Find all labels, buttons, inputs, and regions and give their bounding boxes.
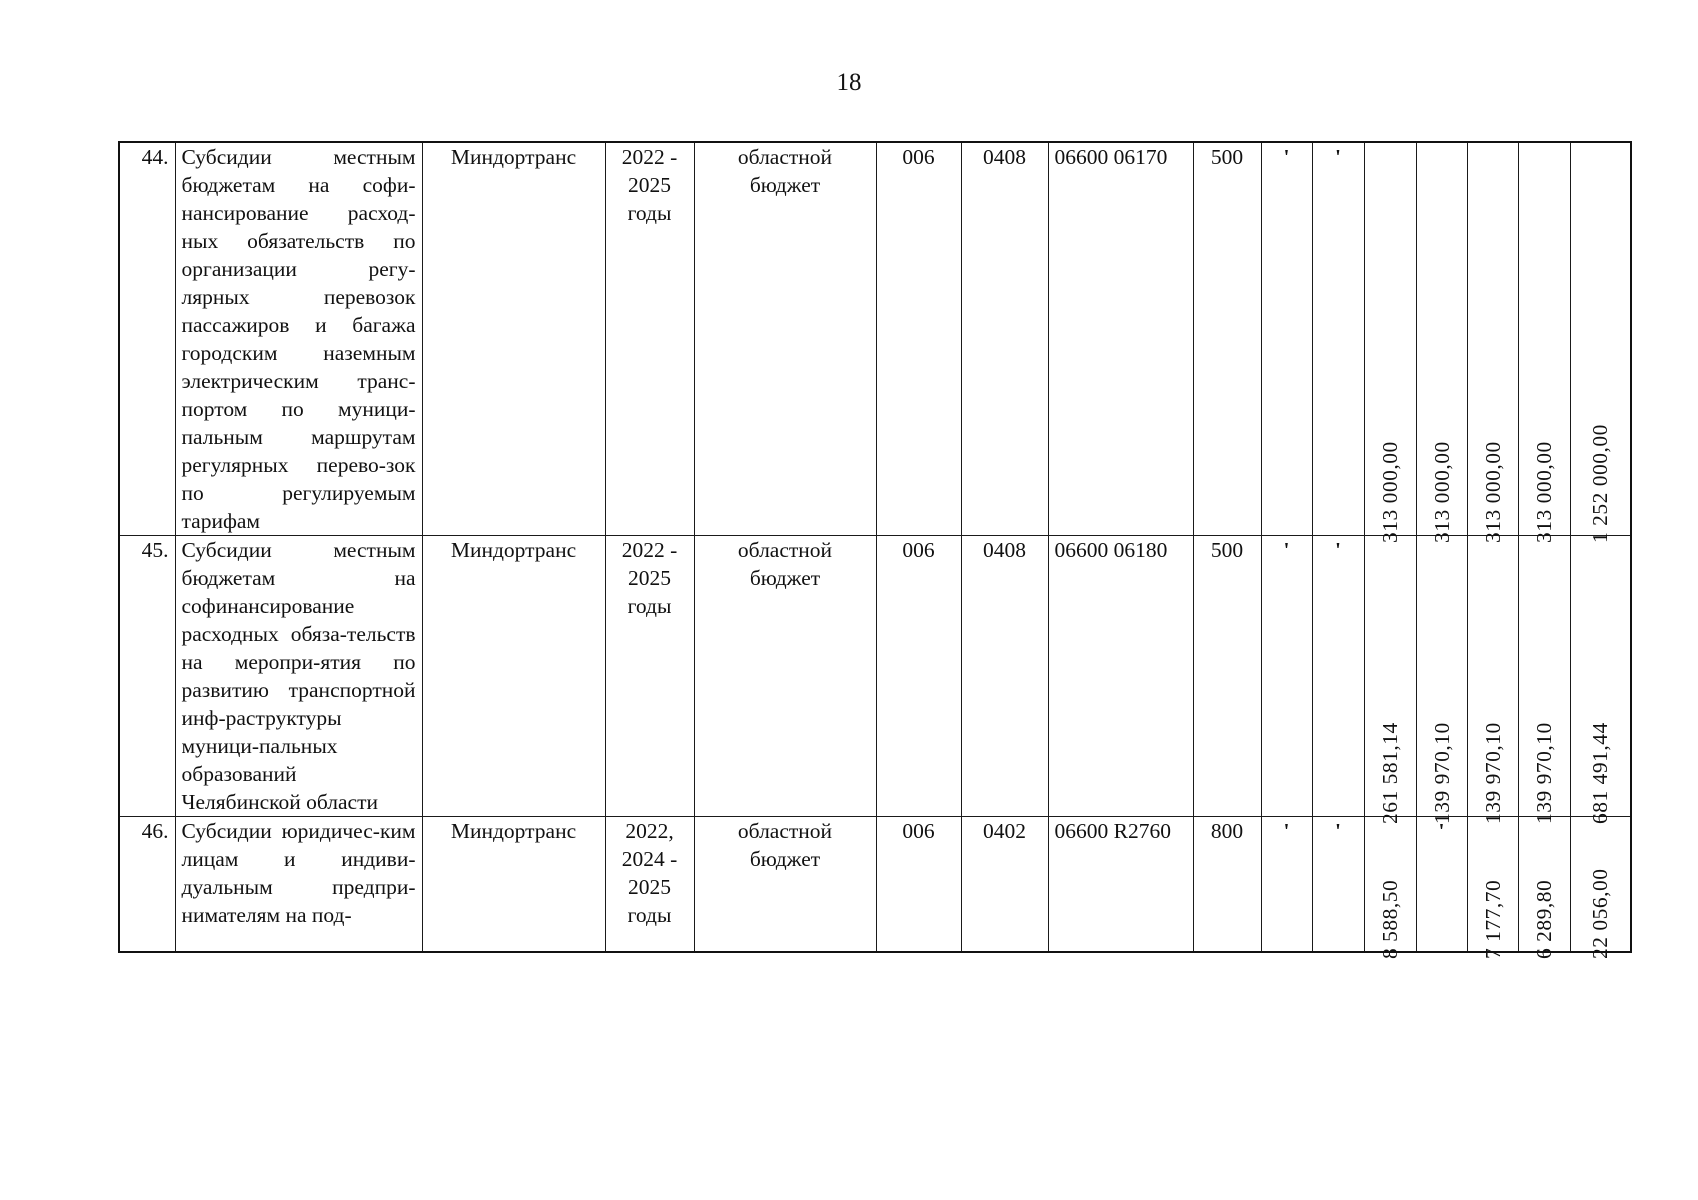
row-number: 44. xyxy=(119,142,175,536)
target-article-code: 06600 06170 xyxy=(1048,142,1193,536)
table-row xyxy=(119,536,1631,817)
expense-type-code: 500 xyxy=(1193,142,1261,536)
amount-2024: 7 177,70 xyxy=(1467,817,1518,953)
grbs-code: 006 xyxy=(876,142,961,536)
amount-total: 22 056,00 xyxy=(1570,817,1631,953)
period: 2022, 2024 - 2025 годы xyxy=(605,817,694,953)
empty-mark: ' xyxy=(1261,142,1312,536)
empty-mark: ' xyxy=(1261,817,1312,953)
amount-2023: 139 970,10 xyxy=(1416,536,1467,817)
amount-2022: 261 581,14 xyxy=(1364,536,1416,817)
amount-2022: 313 000,00 xyxy=(1364,142,1416,536)
amount-2025: 6 289,80 xyxy=(1518,817,1570,953)
amount-total: 1 252 000,00 xyxy=(1570,142,1631,536)
period: 2022 - 2025 годы xyxy=(605,142,694,536)
executor: Миндортранс xyxy=(422,142,605,536)
amount-2022: 8 588,50 xyxy=(1364,817,1416,953)
measure-name: Субсидии юридичес-ким лицам и индиви-дуальным предпри-нимателям на под- xyxy=(175,817,422,953)
amount-2025: 313 000,00 xyxy=(1518,142,1570,536)
funding-source: областной бюджет xyxy=(694,536,876,817)
row-number: 46. xyxy=(119,817,175,953)
amount-2023: ' xyxy=(1416,817,1467,953)
amount-2025: 139 970,10 xyxy=(1518,536,1570,817)
period: 2022 - 2025 годы xyxy=(605,536,694,817)
executor: Миндортранс xyxy=(422,817,605,953)
empty-mark: ' xyxy=(1312,536,1364,817)
expense-type-code: 800 xyxy=(1193,817,1261,953)
funding-source: областной бюджет xyxy=(694,142,876,536)
table-row xyxy=(119,142,1631,536)
target-article-code: 06600 06180 xyxy=(1048,536,1193,817)
empty-mark: ' xyxy=(1261,536,1312,817)
row-number: 45. xyxy=(119,536,175,817)
grbs-code: 006 xyxy=(876,817,961,953)
target-article-code: 06600 R2760 xyxy=(1048,817,1193,953)
amount-2024: 313 000,00 xyxy=(1467,142,1518,536)
grbs-code: 006 xyxy=(876,536,961,817)
empty-mark: ' xyxy=(1312,817,1364,953)
table-row xyxy=(119,817,1631,953)
section-code: 0408 xyxy=(961,536,1048,817)
empty-mark: ' xyxy=(1312,142,1364,536)
measure-name: Субсидии местным бюджетам на софи-нансирование расход-ных обязательств по организации регу-лярных перевозок пассажиров и багажа городским наземным электрическим транс-портом по муници-пальным маршрутам регулярных перево-зок по регулируемым тарифам xyxy=(175,142,422,536)
budget-table xyxy=(118,141,1632,959)
page-number: 18 xyxy=(836,69,862,96)
amount-total: 681 491,44 xyxy=(1570,536,1631,817)
section-code: 0408 xyxy=(961,142,1048,536)
expense-type-code: 500 xyxy=(1193,536,1261,817)
section-code: 0402 xyxy=(961,817,1048,953)
funding-source: областной бюджет xyxy=(694,817,876,953)
executor: Миндортранс xyxy=(422,536,605,817)
amount-2024: 139 970,10 xyxy=(1467,536,1518,817)
amount-2023: 313 000,00 xyxy=(1416,142,1467,536)
measure-name: Субсидии местным бюджетам на софинансирование расходных обяза-тельств на меропри-ятия по развитию транспортной инф-раструктуры муници-пальных образований Челябинской области xyxy=(175,536,422,817)
